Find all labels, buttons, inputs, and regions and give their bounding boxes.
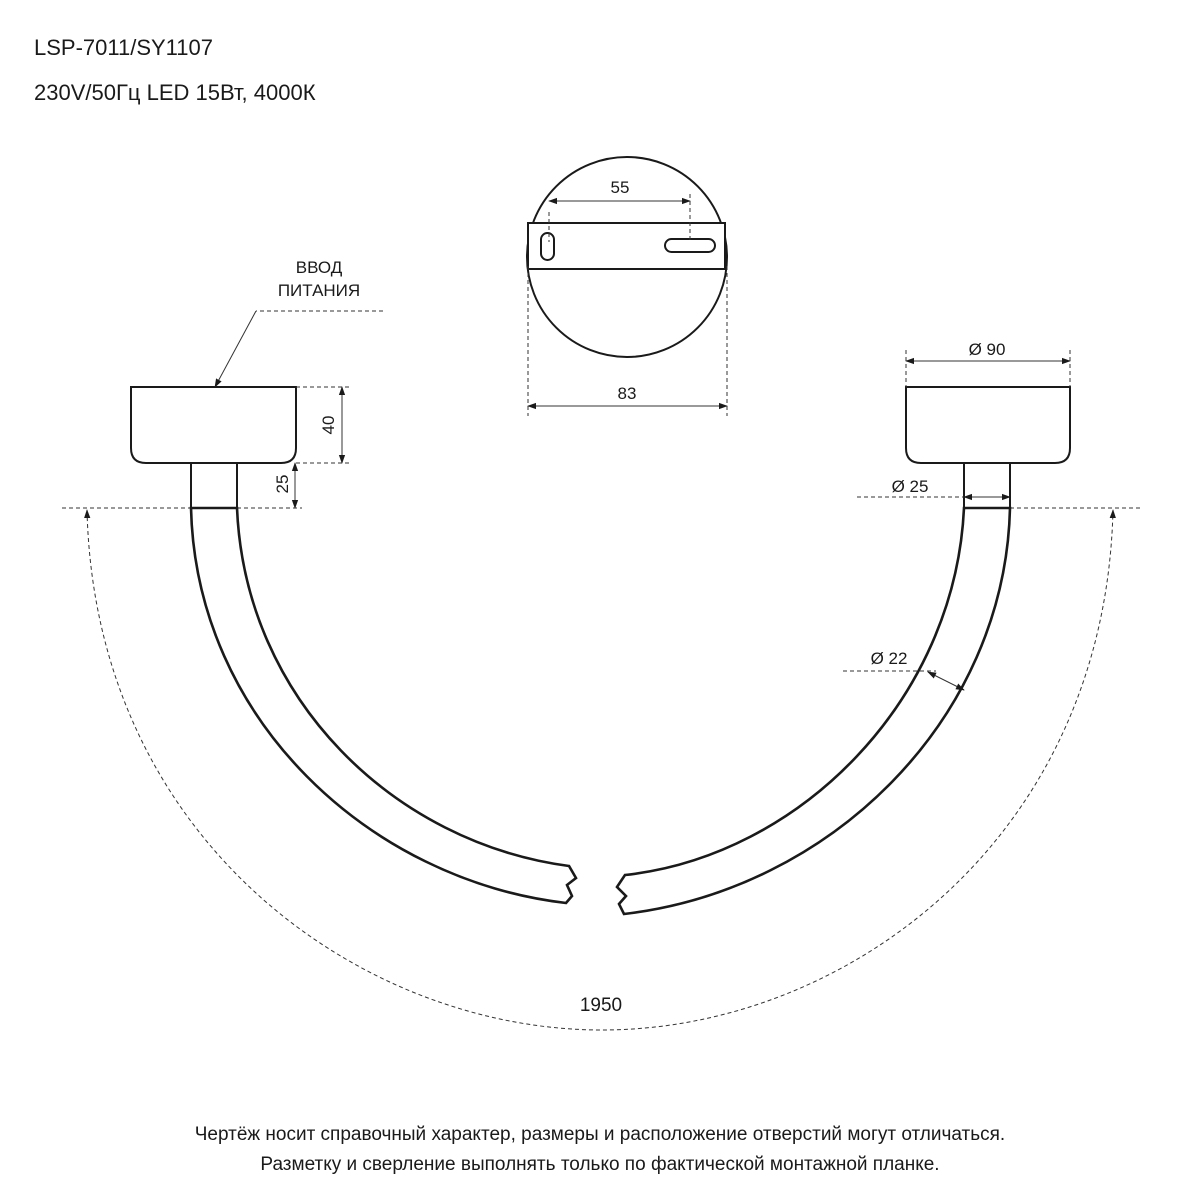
dim-83-label: 83 [617,384,637,403]
left-canopy [131,387,296,463]
model-title: LSP-7011/SY1107 [34,35,213,60]
dim-25d-label: Ø 25 [891,477,929,496]
power-input-label-2: ПИТАНИЯ [277,281,361,300]
dim-55-label: 55 [610,178,630,197]
spec-title: 230V/50Гц LED 15Вт, 4000К [34,80,316,105]
right-stem [964,463,1010,508]
left-stem [191,463,237,508]
left-arc-tube [191,508,576,903]
dim-25-label: 25 [273,474,292,494]
dim-22-label: Ø 22 [870,649,908,668]
footer-note-2: Разметку и сверление выполнять только по фактической монтажной планке. [260,1154,940,1175]
dim-90-label: Ø 90 [968,340,1006,359]
mounting-plate [528,223,725,269]
top-view [527,157,727,416]
right-arc-tube [617,508,1010,914]
footer-note-1: Чертёж носит справочный характер, размеры и расположение отверстий могут отличаться. [194,1124,1006,1145]
dim-1950-label: 1950 [579,995,623,1016]
right-canopy [906,387,1070,463]
dim-40-label: 40 [319,415,338,435]
right-mount [857,340,1070,508]
power-input-leader-arrow [215,311,256,387]
arc-tube [191,508,1010,914]
power-input-label-1: ВВОД [295,258,343,277]
left-mount [131,258,383,508]
